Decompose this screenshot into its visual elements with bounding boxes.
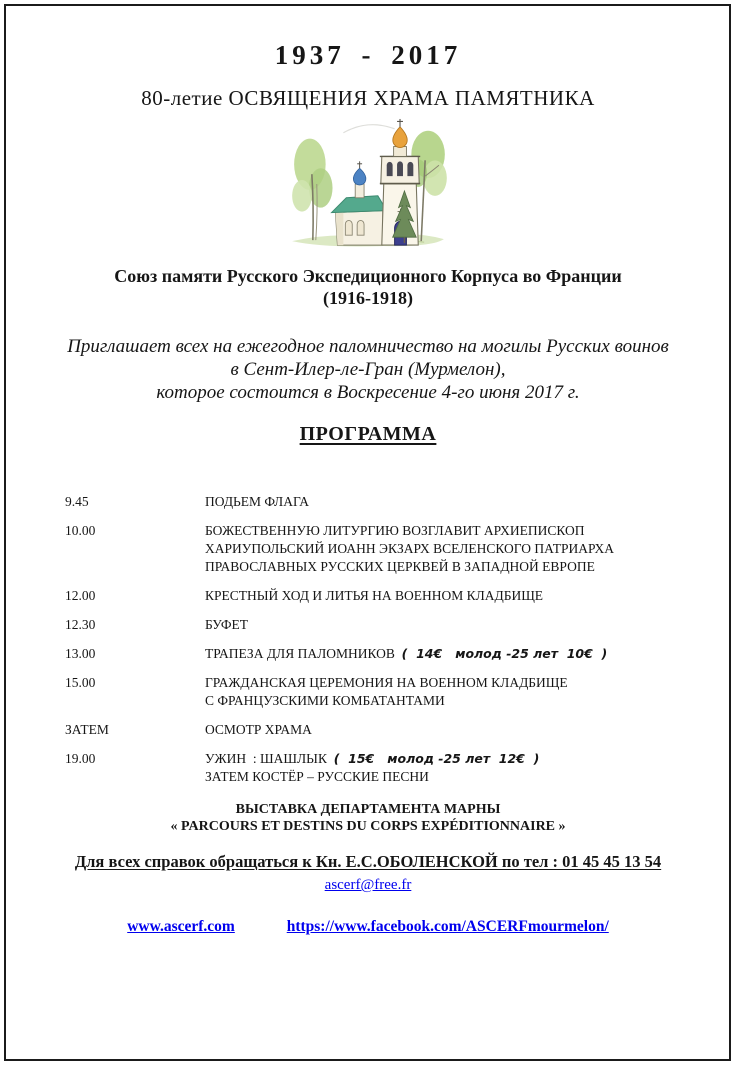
schedule-line: ЗАТЕМ КОСТЁР – РУССКИЕ ПЕСНИ: [205, 769, 429, 784]
schedule-line: С ФРАНЦУЗСКИМИ КОМБАТАНТАМИ: [205, 693, 445, 708]
schedule-description: [205, 522, 696, 576]
price-note: ( 15€ молод -25 лет 12€ ): [333, 751, 540, 766]
website-link[interactable]: www.ascerf.com: [127, 918, 235, 935]
church-illustration-svg: [283, 117, 453, 250]
facebook-link[interactable]: https://www.facebook.com/ASCERFmourmelon/: [286, 918, 609, 935]
schedule-line: ПОДЬЕМ ФЛАГА: [205, 494, 310, 509]
schedule-row: [65, 587, 696, 605]
program-schedule: [0, 493, 736, 786]
schedule-line: ОСМОТР ХРАМА: [205, 722, 312, 737]
links-row: [0, 918, 736, 936]
schedule-row: [65, 750, 696, 786]
schedule-time: 13.00: [65, 646, 96, 661]
exhibition-line-1: ВЫСТАВКА ДЕПАРТАМЕНТА МАРНЫ: [235, 802, 501, 817]
invitation-line-2: в Сент-Илер-ле-Гран (Мурмелон),: [230, 359, 506, 380]
schedule-time: 15.00: [65, 675, 96, 690]
schedule-row: [65, 616, 696, 634]
contact-info-line: Для всех справок обращаться к Кн. Е.С.ОБОЛЕНСКОЙ по тел : 01 45 45 13 54: [74, 852, 662, 871]
schedule-line: БОЖЕСТВЕННУЮ ЛИТУРГИЮ ВОЗГЛАВИТ АРХИЕПИСКОП: [205, 523, 585, 538]
organization-years: (1916-1918): [323, 288, 413, 308]
exhibition-announcement: [0, 801, 736, 835]
schedule-line: УЖИН : ШАШЛЫК: [205, 751, 334, 766]
schedule-description: [205, 721, 696, 739]
schedule-row: [65, 493, 696, 511]
exhibition-line-2: « PARCOURS ET DESTINS DU CORPS EXPÉDITIONNAIRE »: [170, 819, 566, 834]
email-link[interactable]: ascerf@free.fr: [324, 877, 412, 893]
schedule-row: [65, 721, 696, 739]
price-note: ( 14€ молод -25 лет 10€ ): [401, 646, 608, 661]
schedule-row: [65, 674, 696, 710]
schedule-description: [205, 587, 696, 605]
schedule-description: [205, 645, 696, 663]
church-illustration: [0, 117, 736, 253]
schedule-time: 9.45: [65, 494, 89, 509]
invitation-line-3: которое состоится в Воскресение 4-го июня 2017 г.: [156, 382, 580, 403]
schedule-line: ТРАПЕЗА ДЛЯ ПАЛОМНИКОВ: [205, 646, 402, 661]
schedule-time: 12.30: [65, 617, 96, 632]
schedule-time: ЗАТЕМ: [65, 722, 109, 737]
schedule-description: [205, 616, 696, 634]
program-heading: ПРОГРАММА: [299, 423, 437, 445]
organization-name: Союз памяти Русского Экспедиционного Корпуса во Франции: [114, 266, 622, 286]
anniversary-subtitle: 80-летие ОСВЯЩЕНИЯ ХРАМА ПАМЯТНИКА: [141, 86, 595, 110]
schedule-line: ГРАЖДАНСКАЯ ЦЕРЕМОНИЯ НА ВОЕННОМ КЛАДБИЩЕ: [205, 675, 568, 690]
schedule-description: [205, 750, 696, 786]
invitation-text: [0, 335, 736, 404]
schedule-time: 19.00: [65, 751, 96, 766]
schedule-time: 10.00: [65, 523, 96, 538]
schedule-time: 12.00: [65, 588, 96, 603]
schedule-row: [65, 522, 696, 576]
invitation-line-1: Приглашает всех на ежегодное паломничество на могилы Русских воинов: [67, 336, 669, 357]
schedule-line: ПРАВОСЛАВНЫХ РУССКИХ ЦЕРКВЕЙ В ЗАПАДНОЙ ЕВРОПЕ: [205, 559, 595, 574]
schedule-line: БУФЕТ: [205, 617, 248, 632]
schedule-description: [205, 674, 696, 710]
schedule-row: [65, 645, 696, 663]
schedule-line: ХАРИУПОЛЬСКИЙ ИОАНН ЭКЗАРХ ВСЕЛЕНСКОГО ПАТРИАРХА: [205, 541, 615, 556]
schedule-description: [205, 493, 696, 511]
years-title: 1937 - 2017: [274, 40, 462, 70]
schedule-line: КРЕСТНЫЙ ХОД И ЛИТЬЯ НА ВОЕННОМ КЛАДБИЩЕ: [205, 588, 544, 603]
